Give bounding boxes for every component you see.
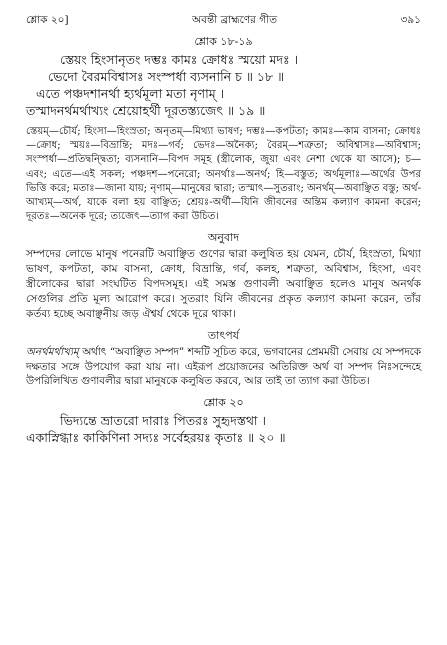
purport-body: অর্থাৎ “অবাঞ্ছিত সম্পদ” শব্দটি সূচিত করে, ভগবানের প্রেমময়ী সেবায় যে সম্পদকে দক্ষতার সঙ্গে উপযোগ করা যায় না। এইরূপ প্রয়োজনের অতিরিক্ত অর্থ বা সম্পদ নিঃসন্দেহে উপরিলিখিত গুণাবলীর দ্বারা মানুষকে কলুষিত করবে, আর তাই তা ত্যাগ করা উচিত। — [26, 346, 421, 388]
word-synonyms: স্তেয়ম্—চৌর্য; হিংসা—হিংস্রতা; অনৃতম্—মিথ্যা ভাষণ; দম্ভঃ—কপটতা; কামঃ—কাম বাসনা; ক্রোধঃ—ক্রোধ; স্ময়ঃ—বিভ্রান্তি; মদঃ—গর্ব; ভেদঃ—অনৈক্য; বৈরম্—শত্রুতা; অবিশ্বাসঃ—অবিশ্বাস; সংস্পর্ধা—প্রতিদ্বন্দ্বিতা; ব্যসনানি—বিপদ সমূহ (স্ত্রীলোক, জুয়া এবং নেশা থেকে যা আসে); চ—এবং; এতে—এই সকল; পঞ্চদশ—পনেরো; অনর্থাঃ—অনর্থ; হি—বস্তুত; অর্থমূলাঃ—অর্থের উপর ভিত্তি করে; মতাঃ—জানা যায়; নৃণাম্—মানুষের দ্বারা; তস্মাৎ—সুতরাং; অনর্থম্—অবাঞ্ছিত বস্তু; অর্থ-আখ্যম্—অর্থ, যাকে বলা হয় বাঞ্ছিত; শ্রেয়ঃ-অর্থী—যিনি জীবনের অন্তিম কল্যাণ কামনা করেন; দূরতঃ—অনেক দূরে; ত্যজেৎ—ত্যাগ করা উচিত। — [26, 126, 421, 223]
verse-line: ভিদ্যন্তে ভ্রাতরো দারাঃ পিতরঃ সুহৃদস্তথা । — [60, 412, 266, 428]
purport-italic-term: অনর্থমর্থাখ্যম্ — [26, 346, 79, 359]
verse-line: এতে পঞ্চদশানর্থা হ্যর্থমূলা মতা নৃণাম্ । — [36, 86, 225, 101]
translation-text: সম্পদের লোভে মানুষ পনেরটি অবাঞ্ছিত গুণের দ্বারা কলুষিত হয় যেমন, চৌর্য, হিংস্রতা, মিথ্যা ভাষণ, কপটতা, কাম বাসনা, ক্রোধ, বিভ্রান্তি, গর্ব, কলহ, শত্রুতা, অবিশ্বাস, হিংসা, এবং স্ত্রীলোকের দ্বারা সংঘটিত বিপদসমূহ। এই সমস্ত গুণাবলী অবাঞ্ছিত হলেও মানুষ অনর্থক সেগুলির প্রতি মূল্য আরোপ করে। সুতরাং যিনি জীবনের প্রকৃত কল্যাণ কামনা করেন, তাঁর কর্তব্য হচ্ছে অবাঞ্ছনীয় জড় ঐশ্বর্য থেকে দূরে থাকা। — [26, 248, 421, 321]
verse-line: একাস্নিগ্ধাঃ কাকিণিনা সদ্যঃ সর্বেহরয়ঃ কৃতাঃ ॥ ২০ ॥ — [26, 429, 286, 445]
purport-heading: তাৎপর্য — [207, 329, 240, 343]
page-number: ৩৯১ — [400, 14, 421, 26]
translation-heading: অনুবাদ — [207, 231, 240, 245]
verse-line: ভেদো বৈরমবিশ্বাসঃ সংস্পর্ধা ব্যসনানি চ ॥ ১৮ ॥ — [48, 69, 285, 84]
verse-line: স্তেয়ং হিংসানৃতং দম্ভঃ কামঃ ক্রোধঃ স্ময়ো মদঃ । — [60, 52, 299, 67]
verse-line: তস্মাদনর্থমর্থাখ্যং শ্রেয়োহর্থী দূরতস্ত্যজেৎ ॥ ১৯ ॥ — [26, 103, 266, 118]
header-verse-reference: শ্লোক ২০] — [26, 14, 69, 26]
page-header — [26, 12, 421, 28]
header-chapter-title: অবন্তী ব্রাহ্মণের গীত — [192, 14, 278, 26]
purport-text — [26, 345, 421, 389]
verse-number-20: শ্লোক ২০ — [203, 395, 244, 409]
sanskrit-verse-20 — [26, 412, 421, 446]
verse-number-18-19: শ্লোক ১৮-১৯ — [194, 35, 253, 48]
sanskrit-verse-18-19 — [26, 51, 421, 119]
